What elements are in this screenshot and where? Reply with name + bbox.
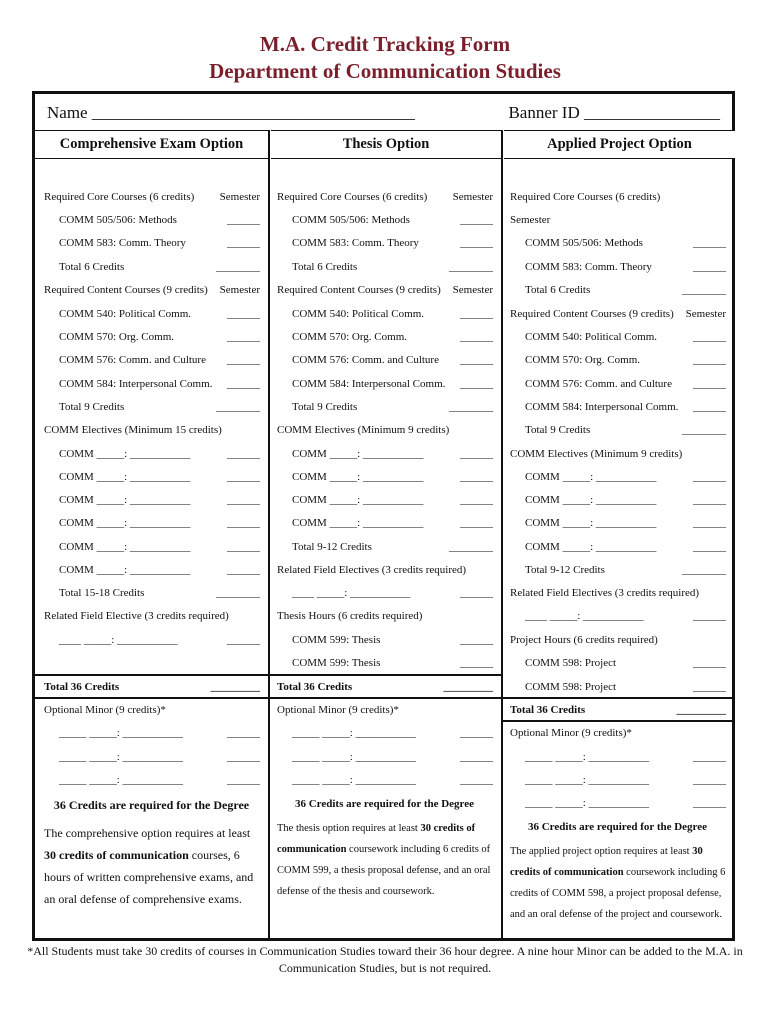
course-label: COMM _____: ___________ xyxy=(59,448,191,460)
blank-line[interactable]: _________ xyxy=(676,704,726,716)
blank-line[interactable]: ______ xyxy=(460,237,493,249)
course-line xyxy=(292,540,493,554)
blank-line[interactable]: ______ xyxy=(460,517,493,529)
blank-line[interactable]: ______ xyxy=(693,354,726,366)
option-column xyxy=(501,94,734,938)
course-label: _____ _____: ___________ xyxy=(59,727,184,739)
column-header: Applied Project Option xyxy=(504,130,735,159)
course-label: Total 6 Credits xyxy=(525,284,591,296)
course-label: COMM 584: Interpersonal Comm. xyxy=(292,378,446,390)
course-line xyxy=(292,400,493,414)
course-label: ____ _____: ___________ xyxy=(59,634,178,646)
course-label: Total 9 Credits xyxy=(292,401,358,413)
course-label: Total 9 Credits xyxy=(59,401,125,413)
option-column xyxy=(268,94,501,938)
blank-line[interactable]: ______ xyxy=(227,471,260,483)
course-line xyxy=(59,750,260,764)
course-label: Semester xyxy=(510,214,551,226)
blank-line[interactable]: ______ xyxy=(693,471,726,483)
blank-line[interactable]: ______ xyxy=(460,494,493,506)
course-line xyxy=(292,633,493,647)
course-line xyxy=(277,423,493,437)
total-divider xyxy=(35,674,501,676)
course-label: COMM 576: Comm. and Culture xyxy=(525,378,672,390)
course-label: _____ _____: ___________ xyxy=(292,751,417,763)
course-label: COMM 599: Thesis xyxy=(292,634,381,646)
blank-line[interactable]: ______ xyxy=(693,261,726,273)
blank-line[interactable]: ________ xyxy=(682,284,726,296)
course-line xyxy=(59,633,260,647)
course-line xyxy=(510,586,726,600)
blank-line[interactable]: ______ xyxy=(693,681,726,693)
degree-requirement: 36 Credits are required for the Degree xyxy=(294,798,475,810)
course-label: Total 36 Credits xyxy=(44,681,120,693)
course-label: COMM Electives (Minimum 15 credits) xyxy=(44,424,222,436)
course-line xyxy=(292,213,493,227)
course-label: COMM _____: ___________ xyxy=(59,471,191,483)
course-line xyxy=(292,330,493,344)
blank-line[interactable]: ______ xyxy=(693,774,726,786)
course-line xyxy=(44,423,260,437)
course-line xyxy=(292,470,493,484)
course-line xyxy=(59,260,260,274)
course-line xyxy=(59,586,260,600)
blank-line[interactable]: ______ xyxy=(227,634,260,646)
course-label: COMM 584: Interpersonal Comm. xyxy=(59,378,213,390)
blank-line[interactable]: ________ xyxy=(216,401,260,413)
course-label: COMM _____: ___________ xyxy=(292,494,424,506)
course-label: Optional Minor (9 credits)* xyxy=(510,727,632,739)
course-line xyxy=(277,563,493,577)
blank-line[interactable]: ______ xyxy=(693,797,726,809)
course-label: _____ _____: ___________ xyxy=(525,751,650,763)
course-line xyxy=(525,656,726,670)
course-line xyxy=(525,516,726,530)
course-line xyxy=(59,330,260,344)
course-line xyxy=(525,283,726,297)
course-label: COMM _____: ___________ xyxy=(59,564,191,576)
course-label: Related Field Electives (3 credits required) xyxy=(510,587,700,599)
blank-line[interactable]: ________ xyxy=(216,587,260,599)
column-header: Thesis Option xyxy=(271,130,501,159)
blank-line[interactable]: ______ xyxy=(227,378,260,390)
degree-requirement: 36 Credits are required for the Degree xyxy=(53,798,250,812)
blank-line[interactable]: ______ xyxy=(227,517,260,529)
course-label: COMM _____: ___________ xyxy=(525,494,657,506)
blank-line[interactable]: ______ xyxy=(227,448,260,460)
blank-line[interactable]: ______ xyxy=(227,774,260,786)
course-line xyxy=(525,540,726,554)
semester-label: Semester xyxy=(219,191,260,203)
course-line xyxy=(277,609,493,623)
course-line xyxy=(292,750,493,764)
course-line xyxy=(525,423,726,437)
course-label: Required Content Courses (9 credits) xyxy=(44,284,208,296)
course-label: COMM _____: ___________ xyxy=(59,517,191,529)
course-label: Total 36 Credits xyxy=(510,704,586,716)
course-label: Thesis Hours (6 credits required) xyxy=(277,610,423,622)
course-label: Required Core Courses (6 credits) xyxy=(44,191,195,203)
course-label: _____ _____: ___________ xyxy=(525,797,650,809)
blank-line[interactable]: ______ xyxy=(460,751,493,763)
course-line xyxy=(292,586,493,600)
course-label: Related Field Electives (3 credits required) xyxy=(277,564,467,576)
course-label: Total 36 Credits xyxy=(277,681,353,693)
course-line xyxy=(292,773,493,787)
course-label: Related Field Elective (3 credits required) xyxy=(44,610,229,622)
blank-line[interactable]: ______ xyxy=(227,331,260,343)
course-line xyxy=(277,283,493,297)
blank-line[interactable]: ________ xyxy=(449,261,493,273)
course-label: COMM 540: Political Comm. xyxy=(292,308,425,320)
semester-label: Semester xyxy=(452,284,493,296)
course-line xyxy=(59,470,260,484)
course-label: COMM 505/506: Methods xyxy=(59,214,177,226)
course-line xyxy=(44,703,260,717)
course-line xyxy=(277,680,493,694)
course-line xyxy=(525,330,726,344)
blank-line[interactable]: ______ xyxy=(460,378,493,390)
course-label: COMM 598: Project xyxy=(525,681,617,693)
blank-line[interactable]: ______ xyxy=(227,354,260,366)
course-label: Total 15-18 Credits xyxy=(59,587,145,599)
course-label: _____ _____: ___________ xyxy=(525,774,650,786)
course-label: COMM _____: ___________ xyxy=(525,471,657,483)
column-divider xyxy=(268,130,270,938)
course-label: COMM 584: Interpersonal Comm. xyxy=(525,401,679,413)
course-label: COMM Electives (Minimum 9 credits) xyxy=(277,424,450,436)
course-label: COMM 583: Comm. Theory xyxy=(292,237,419,249)
blank-line[interactable]: ______ xyxy=(693,751,726,763)
option-description: The comprehensive option requires at least 30 credits of communication courses, 6 hours of written comprehensive exams, and an oral defense of comprehensive exams. xyxy=(44,826,254,906)
course-label: COMM 505/506: Methods xyxy=(292,214,410,226)
course-line xyxy=(292,236,493,250)
course-label: Optional Minor (9 credits)* xyxy=(44,704,166,716)
degree-requirement: 36 Credits are required for the Degree xyxy=(527,821,708,833)
course-line xyxy=(277,190,493,204)
course-label: _____ _____: ___________ xyxy=(292,774,417,786)
course-line xyxy=(525,470,726,484)
blank-line[interactable]: _________ xyxy=(443,681,493,693)
blank-line[interactable]: ______ xyxy=(693,401,726,413)
course-line xyxy=(525,773,726,787)
course-line xyxy=(44,190,260,204)
course-label: Required Content Courses (9 credits) xyxy=(277,284,441,296)
course-line xyxy=(510,726,726,740)
course-label: COMM _____: ___________ xyxy=(292,448,424,460)
semester-label: Semester xyxy=(685,308,726,320)
course-label: Project Hours (6 credits required) xyxy=(510,634,658,646)
course-label: COMM 576: Comm. and Culture xyxy=(292,354,439,366)
course-label: COMM 540: Political Comm. xyxy=(525,331,658,343)
blank-line[interactable]: ______ xyxy=(693,517,726,529)
option-description: The applied project option requires at least 30 credits of communication coursework including 6 credits of COMM 598, a project proposal defense, and an oral defense of the project and coursework. xyxy=(510,846,726,920)
course-label: ____ _____: ___________ xyxy=(292,587,411,599)
course-label: COMM 570: Org. Comm. xyxy=(292,331,408,343)
column-divider xyxy=(501,130,503,938)
course-label: COMM 540: Political Comm. xyxy=(59,308,192,320)
course-label: COMM 583: Comm. Theory xyxy=(525,261,652,273)
course-line xyxy=(525,796,726,810)
course-line xyxy=(292,516,493,530)
course-label: COMM Electives (Minimum 9 credits) xyxy=(510,448,683,460)
blank-line[interactable]: ______ xyxy=(460,214,493,226)
banner-id-field[interactable]: Banner ID ________________ xyxy=(508,103,720,122)
course-line xyxy=(59,516,260,530)
course-label: Total 9-12 Credits xyxy=(292,541,372,553)
course-line xyxy=(292,353,493,367)
course-label: COMM _____: ___________ xyxy=(525,517,657,529)
course-line xyxy=(292,726,493,740)
blank-line[interactable]: ______ xyxy=(227,308,260,320)
tracking-form xyxy=(32,91,735,941)
blank-line[interactable]: ________ xyxy=(449,541,493,553)
course-line xyxy=(510,190,726,204)
blank-line[interactable]: _________ xyxy=(210,681,260,693)
blank-line[interactable]: ______ xyxy=(693,541,726,553)
course-line xyxy=(59,726,260,740)
course-line xyxy=(292,307,493,321)
semester-label: Semester xyxy=(219,284,260,296)
course-line xyxy=(525,353,726,367)
blank-line[interactable]: ______ xyxy=(227,564,260,576)
blank-line[interactable]: ______ xyxy=(460,448,493,460)
course-line xyxy=(44,680,260,694)
course-line xyxy=(525,609,726,623)
course-label: COMM 505/506: Methods xyxy=(525,237,643,249)
blank-line[interactable]: ______ xyxy=(227,237,260,249)
course-line xyxy=(277,703,493,717)
option-description: The thesis option requires at least 30 credits of communication coursework including 6 credits of COMM 599, a thesis proposal defense, and an oral defense of the thesis and coursework. xyxy=(277,823,491,897)
blank-line[interactable]: ______ xyxy=(460,657,493,669)
course-label: Required Content Courses (9 credits) xyxy=(510,308,674,320)
course-label: COMM 570: Org. Comm. xyxy=(59,331,175,343)
course-label: Optional Minor (9 credits)* xyxy=(277,704,399,716)
total-divider xyxy=(501,720,735,722)
blank-line[interactable]: ______ xyxy=(693,657,726,669)
blank-line[interactable]: ______ xyxy=(460,774,493,786)
course-line xyxy=(44,283,260,297)
course-line xyxy=(292,260,493,274)
column-header: Comprehensive Exam Option xyxy=(35,130,268,159)
course-line xyxy=(44,609,260,623)
course-label: ____ _____: ___________ xyxy=(525,610,644,622)
blank-line[interactable]: ______ xyxy=(460,634,493,646)
blank-line[interactable]: ______ xyxy=(227,214,260,226)
blank-line[interactable]: ______ xyxy=(227,727,260,739)
footnote: *All Students must take 30 credits of courses in Communication Studies toward their 36 hour degree. A nine hour Minor can be added to the M.A. in Communication Studies, but is not required. xyxy=(27,944,743,975)
blank-line[interactable]: ______ xyxy=(693,237,726,249)
course-label: COMM _____: ___________ xyxy=(292,517,424,529)
total-divider xyxy=(501,697,735,699)
course-line xyxy=(510,703,726,717)
course-line xyxy=(59,773,260,787)
course-label: COMM _____: ___________ xyxy=(59,541,191,553)
course-label: COMM 576: Comm. and Culture xyxy=(59,354,206,366)
blank-line[interactable]: ______ xyxy=(227,751,260,763)
blank-line[interactable]: ______ xyxy=(460,727,493,739)
blank-line[interactable]: ______ xyxy=(460,354,493,366)
course-label: COMM _____: ___________ xyxy=(525,541,657,553)
course-label: COMM 599: Thesis xyxy=(292,657,381,669)
department-title: Department of Communication Studies xyxy=(209,59,561,83)
course-line xyxy=(59,540,260,554)
course-line xyxy=(525,236,726,250)
blank-line[interactable]: ________ xyxy=(682,564,726,576)
course-line xyxy=(292,377,493,391)
course-line xyxy=(525,400,726,414)
course-line xyxy=(292,493,493,507)
option-column xyxy=(35,94,268,938)
course-label: _____ _____: ___________ xyxy=(59,774,184,786)
course-line xyxy=(59,400,260,414)
blank-line[interactable]: ______ xyxy=(693,494,726,506)
course-line xyxy=(510,307,726,321)
blank-line[interactable]: ________ xyxy=(216,261,260,273)
course-line xyxy=(59,447,260,461)
semester-label: Semester xyxy=(452,191,493,203)
course-label: COMM _____: ___________ xyxy=(292,471,424,483)
course-line xyxy=(59,493,260,507)
blank-line[interactable]: ______ xyxy=(227,494,260,506)
course-label: Total 9-12 Credits xyxy=(525,564,605,576)
course-line xyxy=(510,633,726,647)
blank-line[interactable]: ______ xyxy=(693,331,726,343)
course-line xyxy=(59,563,260,577)
course-line xyxy=(292,656,493,670)
course-label: COMM 598: Project xyxy=(525,657,617,669)
name-field[interactable]: Name ______________________________________ xyxy=(47,103,415,122)
blank-line[interactable]: ______ xyxy=(693,610,726,622)
course-line xyxy=(525,377,726,391)
course-line xyxy=(59,377,260,391)
course-line xyxy=(59,236,260,250)
course-line xyxy=(510,447,726,461)
course-line xyxy=(59,353,260,367)
course-line xyxy=(525,493,726,507)
course-line xyxy=(525,680,726,694)
blank-line[interactable]: ______ xyxy=(227,541,260,553)
blank-line[interactable]: ________ xyxy=(449,401,493,413)
blank-line[interactable]: ______ xyxy=(460,471,493,483)
course-line xyxy=(59,307,260,321)
course-label: _____ _____: ___________ xyxy=(292,727,417,739)
total-divider xyxy=(35,697,501,699)
course-label: Required Core Courses (6 credits) xyxy=(510,191,661,203)
course-line xyxy=(525,260,726,274)
course-line xyxy=(292,447,493,461)
course-label: Required Core Courses (6 credits) xyxy=(277,191,428,203)
blank-line[interactable]: ______ xyxy=(460,331,493,343)
course-label: Total 6 Credits xyxy=(59,261,125,273)
course-label: _____ _____: ___________ xyxy=(59,751,184,763)
course-line xyxy=(59,213,260,227)
course-line xyxy=(525,563,726,577)
blank-line[interactable]: ________ xyxy=(682,424,726,436)
course-label: COMM _____: ___________ xyxy=(59,494,191,506)
blank-line[interactable]: ______ xyxy=(460,587,493,599)
blank-line[interactable]: ______ xyxy=(693,378,726,390)
course-label: COMM 583: Comm. Theory xyxy=(59,237,186,249)
form-title: M.A. Credit Tracking Form xyxy=(259,32,511,56)
course-label: Total 6 Credits xyxy=(292,261,358,273)
course-label: COMM 570: Org. Comm. xyxy=(525,354,641,366)
blank-line[interactable]: ______ xyxy=(460,308,493,320)
course-line xyxy=(510,213,726,227)
course-line xyxy=(525,750,726,764)
course-label: Total 9 Credits xyxy=(525,424,591,436)
